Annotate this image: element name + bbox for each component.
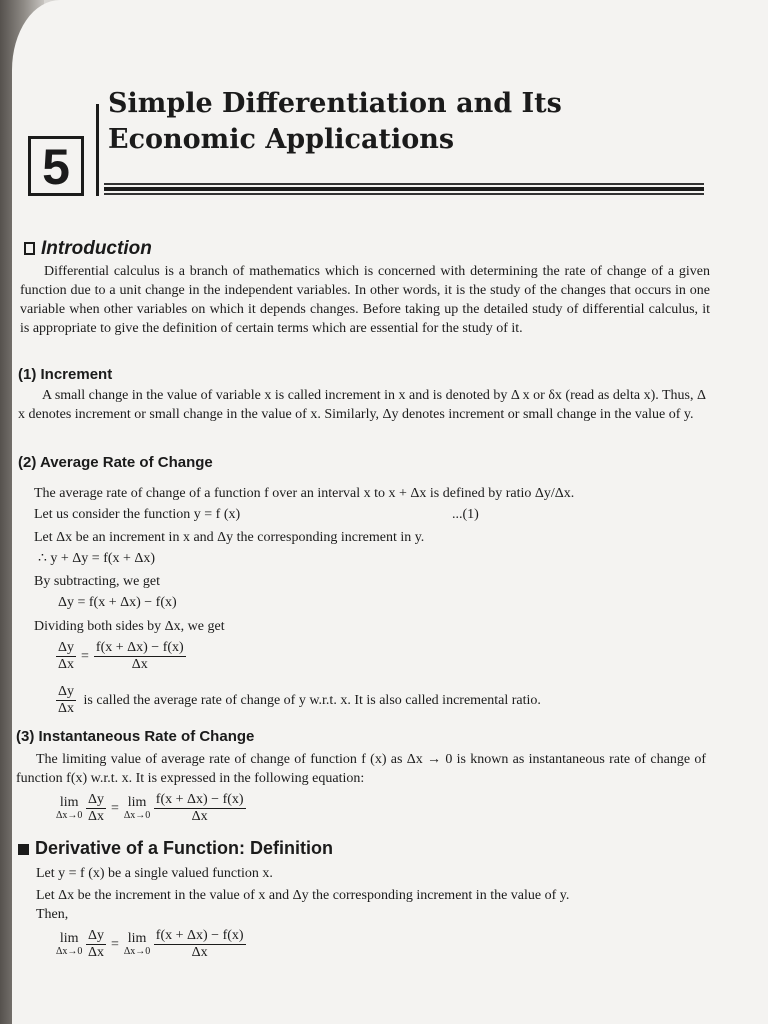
- title-underline: [104, 183, 704, 197]
- derivative-increment-line: Let Δx be the increment in the value of x and Δy the corresponding increment in the value of y.: [36, 888, 570, 903]
- limit-lhs: lim Δx→0: [56, 930, 83, 957]
- equation-derivative: lim Δx→0 $\frac{\Delta y}{\Delta x}$ = lim Δx→0 $\frac{f(x + \Delta x) - f(x)}{\Delta x}$: [56, 928, 244, 960]
- introduction-heading: Introduction: [24, 238, 152, 260]
- equation-average-ratio: $\frac{\Delta y}{\Delta x}$ = $\frac{f(x + \Delta x) - f(x)}{\Delta x}$: [58, 640, 184, 672]
- chapter-number-box: [28, 136, 84, 196]
- fraction-ratio: $\frac{\Delta y}{\Delta x}$: [58, 684, 75, 716]
- instantaneous-rate-heading: (3) Instantaneous Rate of Change: [16, 728, 255, 745]
- fraction-lhs: $\frac{\Delta y}{\Delta x}$: [58, 640, 75, 672]
- equation-delta-y: Δy = f(x + Δx) − f(x): [58, 595, 177, 610]
- incremental-ratio-line: [56, 684, 541, 717]
- equation-increment: ∴ y + Δy = f(x + Δx): [38, 551, 156, 566]
- section-marker-icon: [18, 844, 29, 855]
- chapter-divider: [96, 104, 99, 196]
- instantaneous-rate-paragraph: The limiting value of average rate of change of function f (x) as Δx → 0 is known as instantaneous rate of change of function f(x) w.r.t. x. It is expressed in the following equation:: [16, 752, 706, 786]
- increment-statement: Let Δx be an increment in x and Δy the corresponding increment in y.: [34, 530, 425, 545]
- incremental-ratio-text: is called the average rate of change of y w.r.t. x. It is also called incremental ratio.: [83, 692, 541, 708]
- increment-paragraph: A small change in the value of variable x is called increment in x and is denoted by Δ x or δx (read as delta x). Thus, Δ x denotes increment or small change in the value of x. Similarly, Δy denotes increment or small change in the value of y.: [18, 388, 706, 422]
- equation-label: ...(1): [452, 507, 479, 522]
- derivative-function-line: Let y = f (x) be a single valued function x.: [36, 866, 273, 881]
- limit-rhs: lim Δx→0: [123, 794, 151, 821]
- subtracting-text: By subtracting, we get: [34, 574, 160, 589]
- equation-instantaneous-rate: lim Δx→0 $\frac{\Delta y}{\Delta x}$ = lim Δx→0 $\frac{f(x + \Delta x) - f(x)}{\Delta x}$: [56, 792, 244, 824]
- book-page: [12, 0, 768, 1024]
- fraction-rhs: $\frac{f(x + \Delta x) - f(x)}{\Delta x}$: [95, 640, 184, 672]
- function-statement: Let us consider the function y = f (x): [34, 507, 241, 522]
- chapter-title: [108, 86, 628, 158]
- derivative-then: Then,: [36, 907, 69, 922]
- increment-heading: (1) Increment: [18, 366, 113, 383]
- fraction-rhs: $\frac{f(x + \Delta x) - f(x)}{\Delta x}$: [155, 928, 244, 960]
- introduction-paragraph: Differential calculus is a branch of mathematics which is concerned with determining the rate of change of a given function due to a unit change in the independent variables. In other words, it is the study of the changes that occurs in one variable when other variables on which it depends changes. Before taking up the detailed study of differential calculus, it is appropriate to give the definition of certain terms which are essential for the study of it.: [20, 264, 710, 336]
- limit-lhs: lim Δx→0: [56, 794, 83, 821]
- average-rate-heading: (2) Average Rate of Change: [18, 454, 213, 471]
- chapter-title-line-1: Simple Differentiation and Its: [108, 88, 562, 119]
- derivative-heading: Derivative of a Function: Definition: [18, 838, 333, 859]
- fraction-lhs: $\frac{\Delta y}{\Delta x}$: [87, 928, 104, 960]
- chapter-number: 5: [42, 139, 70, 195]
- limit-rhs: lim Δx→0: [123, 930, 151, 957]
- average-rate-definition: The average rate of change of a function f over an interval x to x + Δx is defined by ratio Δy/Δx.: [34, 486, 575, 501]
- section-marker-icon: [24, 242, 35, 255]
- fraction-rhs: $\frac{f(x + \Delta x) - f(x)}{\Delta x}$: [155, 792, 244, 824]
- fraction-lhs: $\frac{\Delta y}{\Delta x}$: [87, 792, 104, 824]
- dividing-text: Dividing both sides by Δx, we get: [34, 619, 225, 634]
- chapter-title-line-2: Economic Applications: [108, 124, 455, 155]
